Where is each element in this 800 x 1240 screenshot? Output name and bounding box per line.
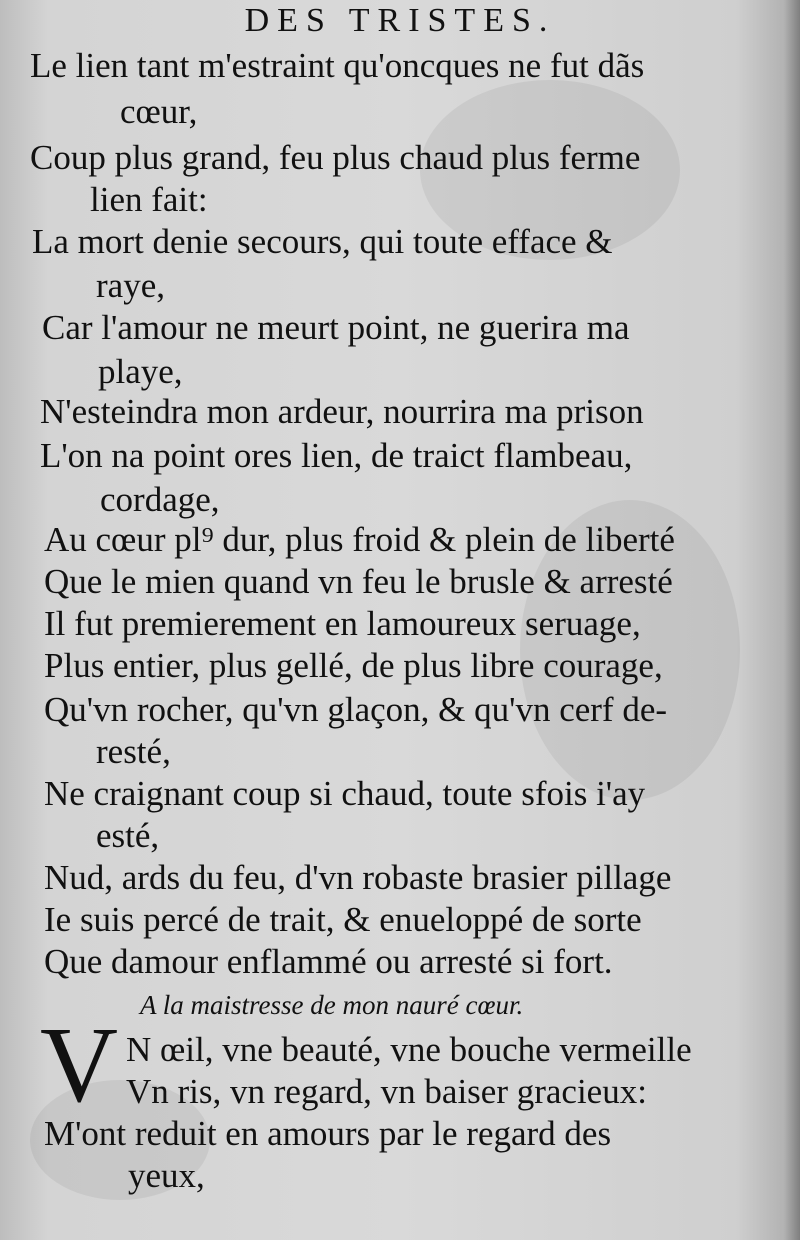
- verse-line: Coup plus grand, feu plus chaud plus ferme: [30, 138, 641, 177]
- verse-line: raye,: [96, 266, 165, 305]
- verse-line: L'on na point ores lien, de traict flambeau,: [40, 436, 633, 475]
- verse-line: Ie suis percé de trait, & enueloppé de sorte: [44, 900, 642, 939]
- verse-line: Qu'vn rocher, qu'vn glaçon, & qu'vn cerf de-: [44, 690, 668, 729]
- poem-heading: A la maistresse de mon nauré cœur.: [140, 990, 524, 1020]
- verse-line: Il fut premierement en lamoureux seruage,: [44, 604, 641, 643]
- verse-line: Nud, ards du feu, d'vn robaste brasier pillage: [44, 858, 672, 897]
- drop-cap: V: [40, 1006, 118, 1125]
- verse-line: Vn ris, vn regard, vn baiser gracieux:: [126, 1072, 647, 1111]
- verse-line: La mort denie secours, qui toute efface &: [32, 222, 613, 261]
- verse-line: N œil, vne beauté, vne bouche vermeille: [126, 1030, 692, 1069]
- verse-line: lien fait:: [90, 180, 208, 219]
- verse-line: Que le mien quand vn feu le brusle & arresté: [44, 562, 673, 601]
- verse-line: N'esteindra mon ardeur, nourrira ma prison: [40, 392, 644, 431]
- verse-line: yeux,: [128, 1156, 205, 1195]
- verse-line: Que damour enflammé ou arresté si fort.: [44, 942, 613, 981]
- running-header: DES TRISTES.: [244, 2, 556, 39]
- verse-line: M'ont reduit en amours par le regard des: [44, 1114, 612, 1153]
- verse-line: cœur,: [120, 92, 198, 131]
- verse-line: Plus entier, plus gellé, de plus libre courage,: [44, 646, 663, 685]
- verse-line: Ne craignant coup si chaud, toute sfois i'ay: [44, 774, 646, 813]
- verse-line: Le lien tant m'estraint qu'oncques ne fut dãs: [30, 46, 645, 85]
- page-edge-shadow: [784, 0, 800, 1240]
- verse-line: resté,: [96, 732, 171, 771]
- verse-line: Au cœur pl⁹ dur, plus froid & plein de liberté: [44, 520, 675, 559]
- verse-line: playe,: [98, 352, 183, 391]
- verse-line: cordage,: [100, 480, 220, 519]
- verse-line: esté,: [96, 816, 160, 855]
- verse-line: Car l'amour ne meurt point, ne guerira ma: [42, 308, 630, 347]
